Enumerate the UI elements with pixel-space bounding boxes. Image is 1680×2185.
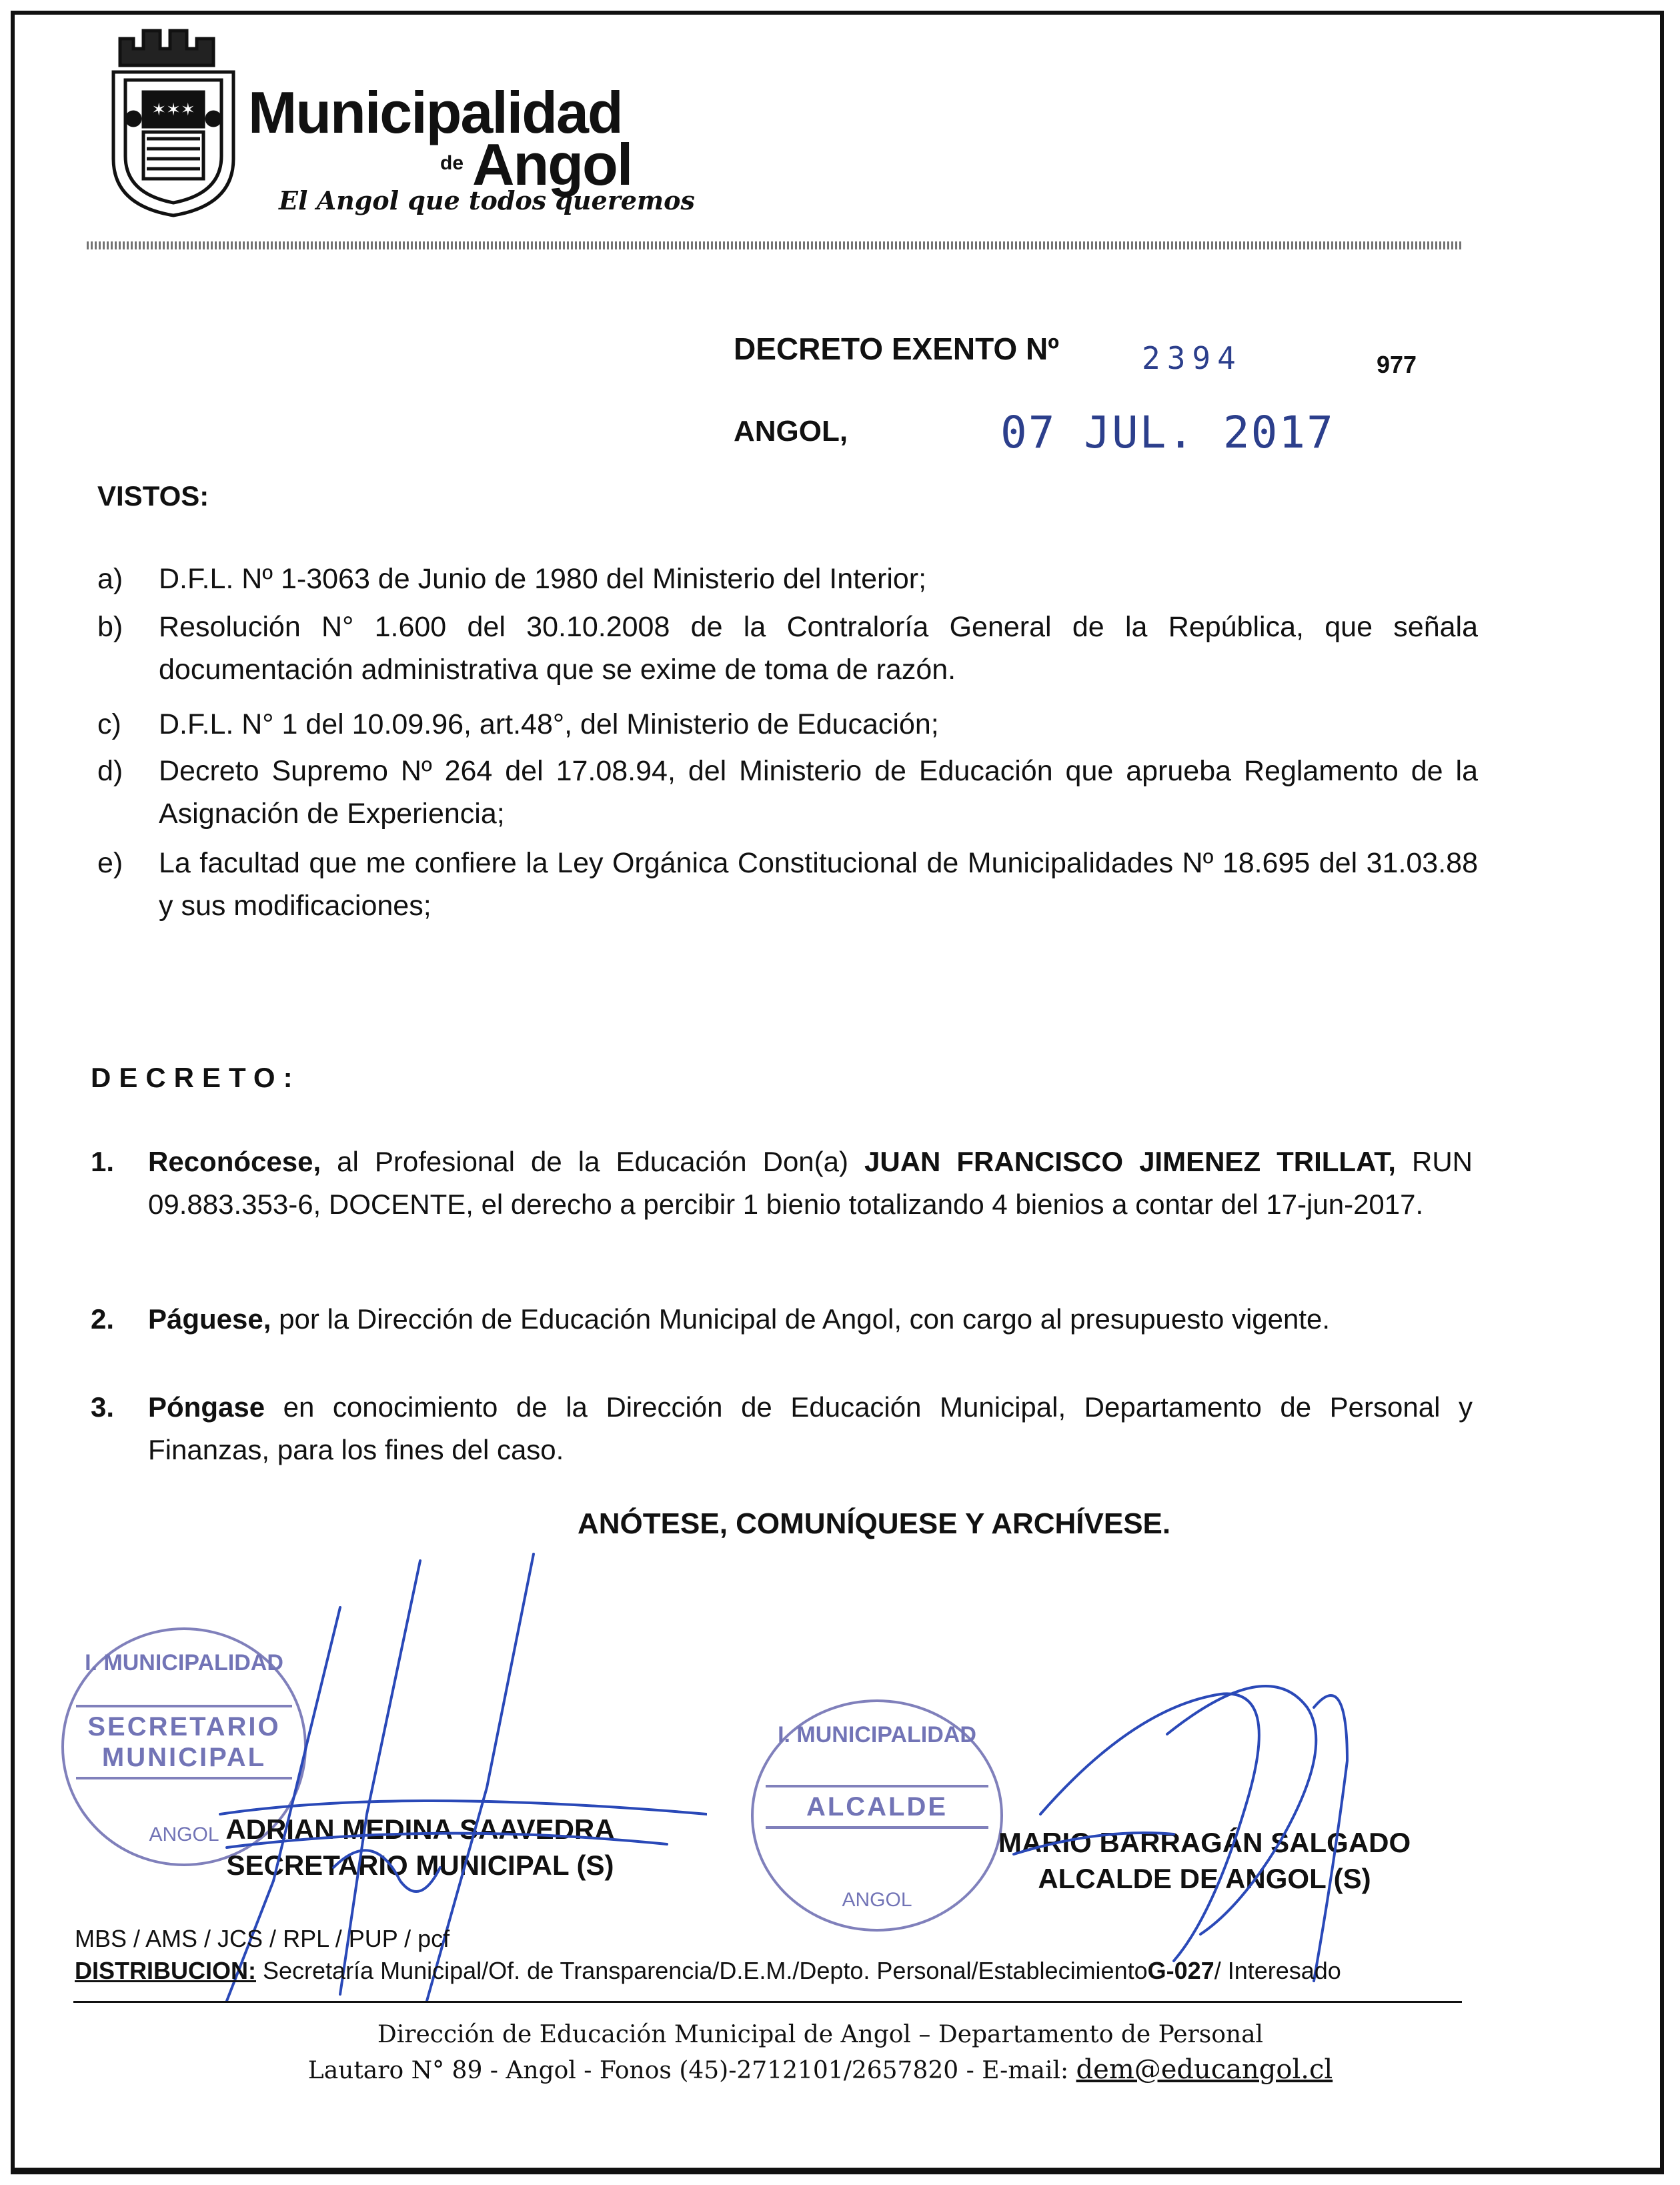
- item-text: Resolución N° 1.600 del 30.10.2008 de la Contraloría General de la República, que señala documentación administrativa que se exime de toma de razón.: [159, 611, 1478, 686]
- footer-address-line1: Dirección de Educación Municipal de Angol – Departamento de Personal: [377, 2021, 1264, 2048]
- item-text: La facultad que me confiere la Ley Orgánica Constitucional de Municipalidades Nº 18.695 del 31.03.88 y sus modificaciones;: [159, 847, 1478, 922]
- item-lead: Páguese,: [148, 1303, 271, 1335]
- item-lead: Póngase: [148, 1391, 265, 1423]
- brand-de: de: [440, 152, 464, 174]
- seal-center-text: ALCALDE: [766, 1785, 988, 1829]
- seal-center-text: SECRETARIO MUNICIPAL: [76, 1705, 292, 1779]
- seal-bottom-text: ANGOL: [842, 1889, 912, 1911]
- vistos-item: [97, 703, 1478, 746]
- item-text-a: en conocimiento de la Dirección de Educación Municipal, Departamento de Personal y Finanzas, para los fines del caso.: [148, 1391, 1473, 1465]
- alcalde-seal: [751, 1699, 1003, 1932]
- item-text: [148, 1141, 1473, 1226]
- vistos-heading: VISTOS:: [97, 480, 209, 512]
- signer-role: SECRETARIO MUNICIPAL (S): [226, 1850, 614, 1881]
- decreto-heading: DECRETO:: [91, 1062, 301, 1093]
- item-text: [148, 1298, 1473, 1341]
- item-text-b: RUN 09.883.353-6, DOCENTE, el derecho a percibir 1 bienio totalizando 4 bienios a contar del 17-jun-2017.: [148, 1146, 1473, 1220]
- item-text: D.F.L. N° 1 del 10.09.96, art.48°, del Ministerio de Educación;: [159, 708, 939, 740]
- item-number: 1.: [91, 1146, 115, 1177]
- decree-label: DECRETO EXENTO Nº: [734, 331, 1059, 366]
- footer-divider: [73, 2001, 1462, 2003]
- distribution-label: DISTRIBUCION:: [75, 1957, 256, 1984]
- seal-bottom-text: ANGOL: [149, 1824, 219, 1846]
- item-text-a: al Profesional de la Educación Don(a): [321, 1146, 865, 1177]
- footer-address-line2: [200, 2054, 1441, 2085]
- header-divider: [87, 241, 1462, 249]
- vistos-item: [97, 606, 1478, 691]
- item-marker: b): [97, 611, 123, 643]
- brand-title: Municipalidad: [248, 79, 622, 145]
- signer-name: ADRIAN MEDINA SAAVEDRA: [225, 1813, 615, 1845]
- decreto-item: [91, 1298, 1473, 1341]
- item-text-a: por la Dirección de Educación Municipal de Angol, con cargo al presupuesto vigente.: [271, 1303, 1331, 1335]
- signer-role: ALCALDE DE ANGOL (S): [1038, 1863, 1371, 1894]
- place-label: ANGOL,: [734, 415, 848, 448]
- footer-contact: Lautaro N° 89 - Angol - Fonos (45)-2712101/2657820 - E-mail:: [307, 2057, 1076, 2084]
- vistos-item: [97, 750, 1478, 835]
- seal-top-text: I. MUNICIPALIDAD: [778, 1722, 976, 1747]
- item-number: 3.: [91, 1391, 115, 1423]
- date-stamp: 07 JUL. 2017: [1000, 407, 1335, 458]
- seal-top-text: I. MUNICIPALIDAD: [85, 1650, 283, 1675]
- item-text: Decreto Supremo Nº 264 del 17.08.94, del Ministerio de Educación que aprueba Reglamento de la Asignación de Experiencia;: [159, 755, 1478, 830]
- distribution-tail: / Interesado: [1214, 1957, 1341, 1984]
- decree-number-suffix: 977: [1377, 351, 1417, 378]
- item-marker: a): [97, 563, 123, 595]
- item-text: D.F.L. Nº 1-3063 de Junio de 1980 del Ministerio del Interior;: [159, 563, 927, 595]
- brand-slogan: El Angol que todos queremos: [279, 185, 695, 215]
- item-marker: e): [97, 847, 123, 879]
- decree-number-stamp: 2394: [1142, 340, 1242, 376]
- vistos-item: [97, 842, 1478, 927]
- vistos-item: [97, 558, 1478, 600]
- item-number: 2.: [91, 1303, 115, 1335]
- item-marker: c): [97, 708, 121, 740]
- item-text: [148, 1386, 1473, 1471]
- footer-email-link[interactable]: dem@educangol.cl: [1076, 2054, 1333, 2085]
- closing-formula: ANÓTESE, COMUNÍQUESE Y ARCHÍVESE.: [578, 1507, 1171, 1540]
- initials-line: MBS / AMS / JCS / RPL / PUP / pcf: [75, 1925, 450, 1952]
- distribution-code: G-027: [1147, 1957, 1214, 1984]
- distribution-line: [75, 1957, 1475, 1985]
- svg-text:✶✶✶: ✶✶✶: [151, 100, 195, 120]
- brand-angol: Angol: [472, 131, 632, 197]
- decreto-item: [91, 1386, 1473, 1471]
- signer-name: MARIO BARRAGÁN SALGADO: [998, 1827, 1411, 1858]
- signer-alcalde: [971, 1825, 1438, 1897]
- distribution-text: Secretaría Municipal/Of. de Transparencia/D.E.M./Depto. Personal/Establecimiento: [256, 1957, 1148, 1984]
- municipal-crest-logo: [107, 25, 240, 219]
- item-lead: Reconócese,: [148, 1146, 321, 1177]
- item-marker: d): [97, 755, 123, 787]
- signer-secretario: [200, 1811, 640, 1884]
- teacher-name: JUAN FRANCISCO JIMENEZ TRILLAT,: [864, 1146, 1396, 1177]
- decreto-item: [91, 1141, 1473, 1226]
